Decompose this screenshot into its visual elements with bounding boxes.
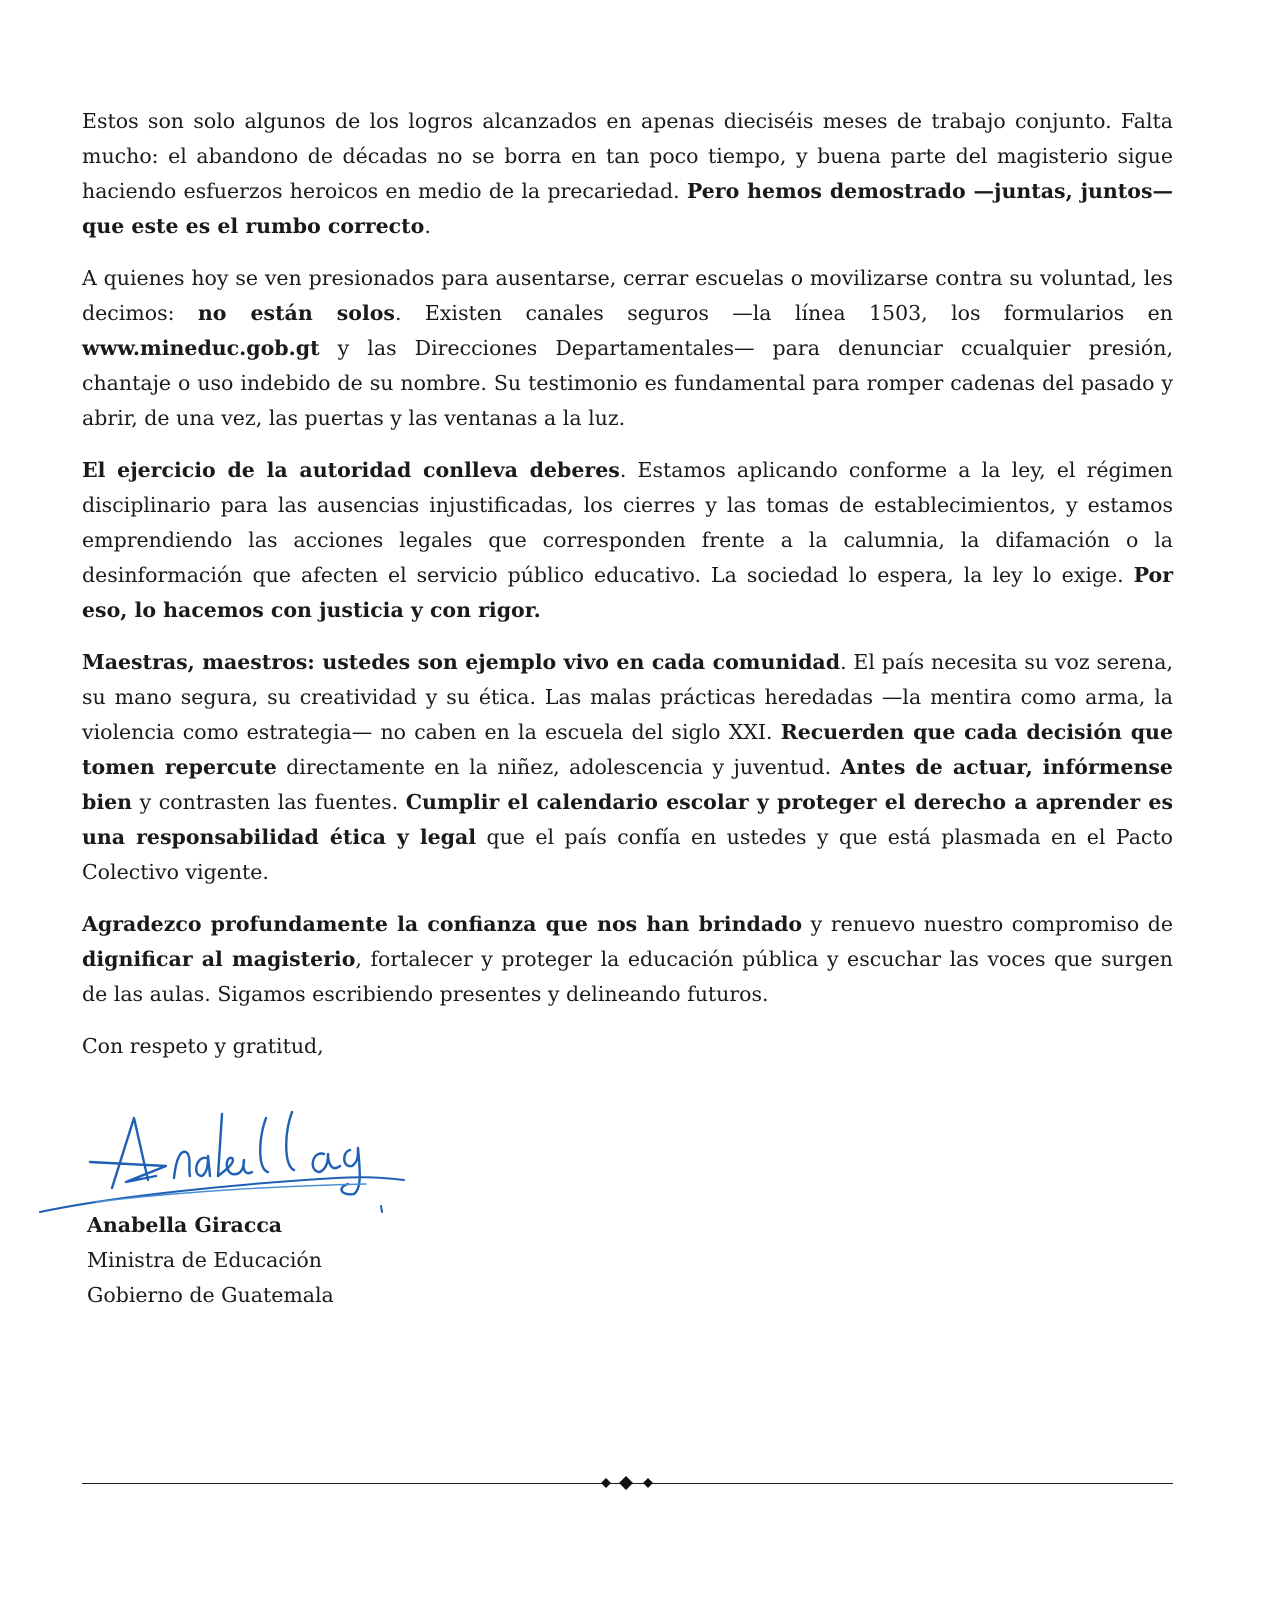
- text: y contrasten las fuentes.: [132, 790, 406, 814]
- paragraph: [82, 261, 1173, 436]
- text: y las Direcciones Departamentales— para denunciar ccualquier presión, chantaje o uso indebido de su nombre. Su testimonio es fundamental para romper cadenas del pasado y abrir, de una vez, las puertas y las ventanas a la luz.: [82, 336, 1173, 430]
- text: A quienes hoy se ven presionados para ausentarse, cerrar escuelas o movilizarse contra su voluntad, les decimos:: [82, 266, 1173, 325]
- bold-text: Por eso, lo hacemos con justicia y con rigor.: [82, 563, 1173, 622]
- signer-title: Ministra de Educación: [87, 1248, 322, 1272]
- text: y renuevo nuestro compromiso de: [802, 912, 1173, 936]
- bold-text: Pero hemos demostrado —juntas, juntos— que este es el rumbo correcto: [82, 179, 1173, 238]
- bold-text: El ejercicio de la autoridad conlleva deberes: [82, 458, 620, 482]
- letter-body: [82, 104, 1173, 1064]
- text: directamente en la niñez, adolescencia y juventud.: [276, 755, 841, 779]
- paragraph: [82, 645, 1173, 890]
- bold-text: Antes de actuar, infórmense bien: [82, 755, 1173, 814]
- text: , fortalecer y proteger la educación pública y escuchar las voces que surgen de las aulas. Sigamos escribiendo presentes y delineando futuros.: [82, 947, 1174, 1006]
- text: . Existen canales seguros —la línea 1503, los formularios en: [394, 301, 1173, 325]
- bold-text: no están solos: [197, 301, 395, 325]
- text: . El país necesita su voz serena, su mano segura, su creatividad y su ética. Las malas prácticas heredadas —la mentira como arma, la violencia como estrategia— no caben en la escuela del siglo XXI.: [82, 650, 1173, 744]
- bold-text: dignificar al magisterio: [82, 947, 356, 971]
- text: .: [424, 214, 431, 238]
- text: . Estamos aplicando conforme a la ley, el régimen disciplinario para las ausencias injustificadas, los cierres y las tomas de establecimientos, y estamos emprendiendo las acciones legales que corresponden frente a la calumnia, la difamación o la desinformación que afecten el servicio público educativo. La sociedad lo espera, la ley lo exige.: [82, 458, 1174, 587]
- paragraph: [82, 104, 1173, 244]
- closing-salutation: Con respeto y gratitud,: [82, 1034, 324, 1058]
- bold-text: Recuerden que cada decisión que tomen repercute: [82, 720, 1174, 779]
- signer-name: Anabella Giracca: [87, 1213, 283, 1237]
- bold-text: www.mineduc.gob.gt: [82, 336, 320, 360]
- footer-diamonds-ornament: [598, 1474, 658, 1492]
- paragraph: [82, 453, 1173, 628]
- text: Estos son solo algunos de los logros alcanzados en apenas dieciséis meses de trabajo conjunto. Falta mucho: el abandono de décadas no se borra en tan poco tiempo, y buena parte del magisterio sigue haciendo esfuerzos heroicos en medio de la precariedad.: [82, 109, 1173, 203]
- signer-organization: Gobierno de Guatemala: [87, 1283, 334, 1307]
- paragraph: [82, 907, 1173, 1012]
- bold-text: Agradezco profundamente la confianza que nos han brindado: [82, 912, 803, 936]
- handwritten-signature: [36, 1100, 416, 1220]
- text: que el país confía en ustedes y que está plasmada en el Pacto Colectivo vigente.: [82, 825, 1173, 884]
- signer-block: [87, 1208, 334, 1313]
- bold-text: Cumplir el calendario escolar y proteger el derecho a aprender es una responsabilidad ética y legal: [82, 790, 1173, 849]
- bold-text: Maestras, maestros: ustedes son ejemplo vivo en cada comunidad: [82, 650, 841, 674]
